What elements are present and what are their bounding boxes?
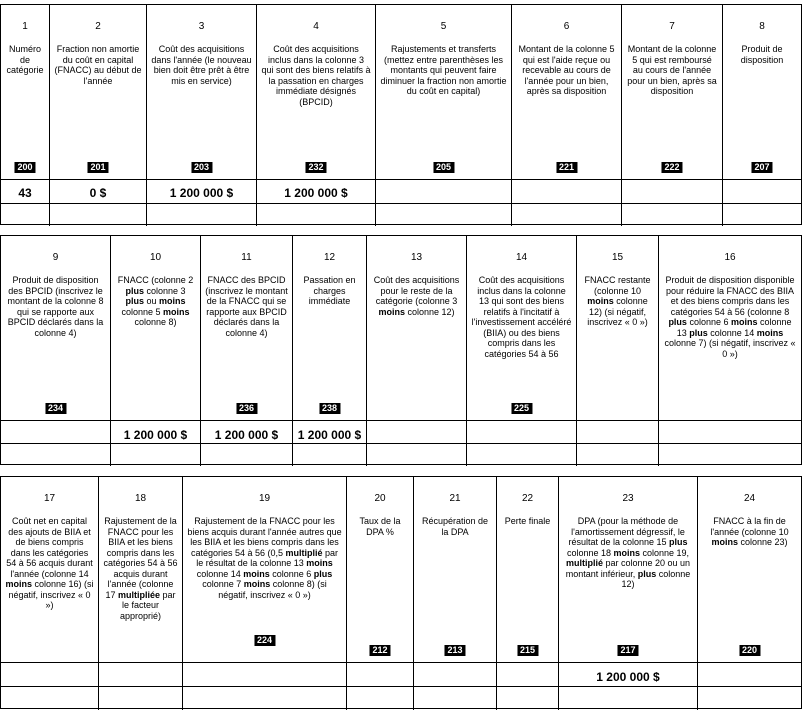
column-20	[346, 477, 413, 710]
column-number: 6	[563, 21, 570, 32]
line-code: 220	[739, 645, 760, 656]
column-1	[1, 5, 49, 226]
row-divider	[1, 686, 801, 687]
column-description: FNACC restante (colonne 10 moins colonne 12) (si négatif, inscrivez « 0 »)	[584, 275, 651, 327]
line-code: 207	[751, 162, 772, 173]
column-14	[466, 236, 576, 466]
table-band-3	[0, 476, 802, 709]
cell-value[interactable]: 0 $	[89, 186, 107, 200]
column-19	[182, 477, 346, 710]
column-4	[256, 5, 375, 226]
column-number: 20	[374, 493, 386, 504]
line-code: 234	[45, 403, 66, 414]
column-number: 17	[43, 493, 56, 504]
column-number: 16	[724, 252, 736, 263]
cell-value[interactable]: 1 200 000 $	[284, 186, 348, 200]
column-description: FNACC à la fin de l'année (colonne 10 moins colonne 23)	[710, 516, 789, 547]
column-description: Taux de la DPA %	[359, 516, 401, 537]
column-number: 19	[258, 493, 271, 504]
row-divider	[1, 420, 801, 421]
column-description: Récupération de la DPA	[421, 516, 489, 537]
column-description: Coût net en capital des ajouts de BIIA et de biens compris dans les catégories 54 à 56 acquis durant l'année (colonne 14 moins colonne 16) (si négatif, inscrivez « 0 »)	[5, 516, 94, 610]
cell-value[interactable]: 1 200 000 $	[214, 428, 279, 442]
line-code: 205	[433, 162, 454, 173]
column-11	[200, 236, 292, 466]
column-description: Montant de la colonne 5 qui est remboursé au cours de l'année pour un bien, après sa disposition	[627, 44, 717, 96]
line-code: 201	[87, 162, 108, 173]
column-number: 13	[410, 252, 423, 263]
column-21	[413, 477, 496, 710]
line-code: 232	[305, 162, 326, 173]
column-description: Rajustements et transferts (mettez entre parenthèses les montants qui peuvent faire diminuer la fraction non amortie du coût en capital)	[380, 44, 507, 96]
row-divider	[1, 662, 801, 663]
column-number: 24	[743, 493, 756, 504]
line-code: 224	[254, 635, 275, 646]
column-7	[621, 5, 722, 226]
column-6	[511, 5, 621, 226]
column-description: Fraction non amortie du coût en capital (FNACC) au début de l'année	[54, 44, 142, 86]
column-description: DPA (pour la méthode de l'amortissement dégressif, le résultat de la colonne 15 plus colonne 18 moins colonne 19, multiplié par colonne 20 ou un montant inférieur, plus colonne 12)	[565, 516, 691, 589]
column-number: 7	[669, 21, 675, 32]
column-22	[496, 477, 558, 710]
cell-value[interactable]: 1 200 000 $	[596, 670, 660, 684]
line-code: 222	[661, 162, 682, 173]
line-code: 200	[14, 162, 35, 173]
table-band-1	[0, 4, 802, 225]
cell-value[interactable]: 1 200 000 $	[169, 186, 234, 200]
column-number: 11	[241, 252, 252, 263]
row-divider	[1, 203, 801, 204]
column-description: Perte finale	[504, 516, 551, 526]
line-code: 221	[556, 162, 577, 173]
column-number: 9	[52, 252, 59, 263]
column-number: 21	[449, 493, 461, 504]
column-number: 10	[149, 252, 162, 263]
column-description: Passation en charges immédiate	[303, 275, 356, 306]
column-23	[558, 477, 697, 710]
column-number: 2	[95, 21, 101, 32]
column-description: FNACC (colonne 2 plus colonne 3 plus ou moins colonne 5 moins colonne 8)	[117, 275, 194, 327]
column-17	[1, 477, 98, 710]
column-description: FNACC des BPCID (inscrivez le montant de la FNACC qui se rapporte aux BPCID déclarés dans la colonne 4)	[205, 275, 288, 338]
column-description: Montant de la colonne 5 qui est l'aide reçue ou recevable au cours de l'année pour un bien, après sa disposition	[518, 44, 615, 96]
column-description: Rajustement de la FNACC pour les biens acquis durant l'année autres que les BIIA et les biens compris dans les catégories 54 à 56 (0,5 multiplié par le résultat de la colonne 13 moins colonne 14 moins colonne 6 plus colonne 7 moins colonne 8) (si négatif, inscrivez « 0 »)	[187, 516, 342, 600]
column-12	[292, 236, 366, 466]
column-2	[49, 5, 146, 226]
column-15	[576, 236, 658, 466]
column-5	[375, 5, 511, 226]
column-16	[658, 236, 801, 466]
column-number: 5	[440, 21, 447, 32]
line-code: 238	[319, 403, 340, 414]
line-code: 236	[236, 403, 257, 414]
column-number: 4	[313, 21, 319, 32]
column-description: Rajustement de la FNACC pour les BIIA et les biens compris dans les catégories 54 à 56 acquis durant l'année (colonne 17 multipliée par le facteur approprié)	[103, 516, 178, 621]
line-code: 213	[444, 645, 465, 656]
column-number: 18	[134, 493, 147, 504]
column-9	[1, 236, 110, 466]
cell-value[interactable]: 1 200 000 $	[123, 428, 188, 442]
row-divider	[1, 443, 801, 444]
table-band-2	[0, 235, 802, 465]
column-18	[98, 477, 182, 710]
cell-value[interactable]: 1 200 000 $	[297, 428, 362, 442]
column-description: Produit de disposition des BPCID (inscrivez le montant de la colonne 8 qui se rapporte aux BPCID déclarés dans la colonne 4)	[7, 275, 104, 338]
column-13	[366, 236, 466, 466]
column-number: 15	[611, 252, 624, 263]
line-code: 215	[517, 645, 538, 656]
line-code: 225	[511, 403, 532, 414]
column-description: Numéro de catégorie	[6, 44, 44, 75]
column-3	[146, 5, 256, 226]
column-description: Coût des acquisitions inclus dans la colonne 13 qui sont des biens relatifs à l'incitatif à l'investissement accéléré (BIIA) ou des biens compris dans les catégories 54 à 56	[471, 275, 572, 359]
column-number: 12	[323, 252, 336, 263]
row-divider	[1, 179, 801, 180]
column-number: 14	[515, 252, 528, 263]
column-number: 23	[622, 493, 634, 504]
column-number: 8	[759, 21, 765, 32]
line-code: 217	[617, 645, 638, 656]
column-number: 22	[521, 493, 534, 504]
cell-value[interactable]: 43	[18, 186, 32, 200]
column-description: Coût des acquisitions inclus dans la colonne 3 qui sont des biens relatifs à la passation en charges immédiate désignés (BPCID)	[261, 44, 371, 107]
column-description: Coût des acquisitions dans l'année (le nouveau bien doit être prêt à être mis en service)	[151, 44, 252, 86]
column-24	[697, 477, 801, 710]
line-code: 212	[369, 645, 390, 656]
line-code: 203	[191, 162, 212, 173]
column-number: 1	[22, 21, 28, 32]
column-description: Coût des acquisitions pour le reste de la catégorie (colonne 3 moins colonne 12)	[373, 275, 460, 317]
column-description: Produit de disposition disponible pour réduire la FNACC des BIIA et des biens compris dans les catégories 54 à 56 (colonne 8 plus colonne 6 moins colonne 13 plus colonne 14 moins colonne 7) (si négatif, inscrivez « 0 »)	[664, 275, 796, 359]
column-description: Produit de disposition	[740, 44, 784, 65]
column-10	[110, 236, 200, 466]
column-8	[722, 5, 801, 226]
column-number: 3	[198, 21, 205, 32]
